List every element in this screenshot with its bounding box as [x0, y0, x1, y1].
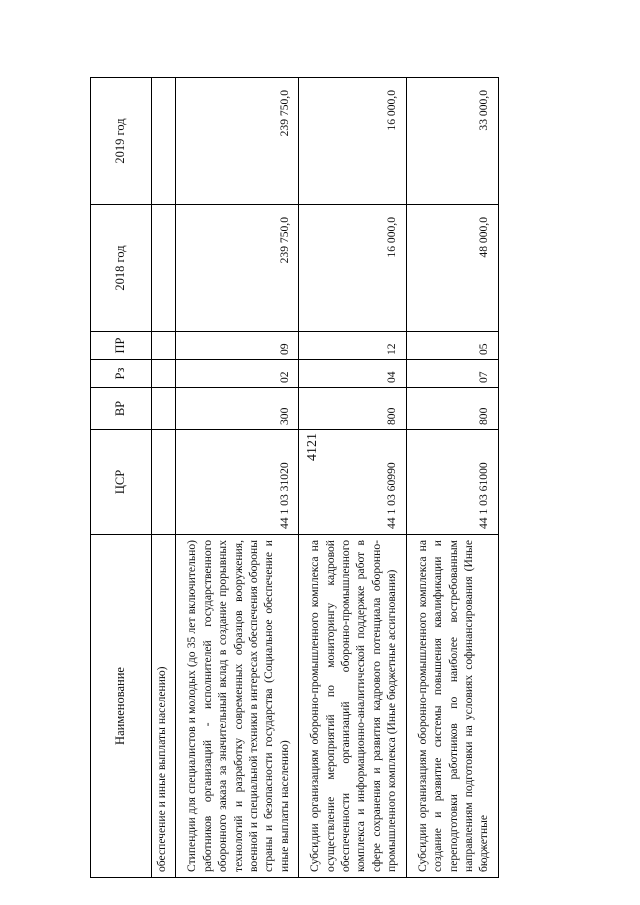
- table-row: [176, 78, 299, 878]
- row-vr: [152, 388, 176, 430]
- page-number-text: 4121: [305, 433, 320, 461]
- header-vr: ВР: [91, 388, 152, 430]
- table-row: [406, 78, 498, 878]
- header-rz: Рз: [91, 360, 152, 388]
- row-name: обеспечение и иные выплаты населению): [152, 535, 176, 878]
- header-2018: 2018 год: [91, 205, 152, 332]
- row-2018: 48 000,0: [406, 205, 498, 332]
- row-2019: [152, 78, 176, 205]
- row-pr: [152, 332, 176, 360]
- row-2019: 33 000,0: [406, 78, 498, 205]
- row-rz: 07: [406, 360, 498, 388]
- table-row: [152, 78, 176, 878]
- row-pr: 12: [299, 332, 406, 360]
- row-csr: [152, 430, 176, 535]
- row-name: Субсидии организациям оборонно-промышленного комплекса на создание и развитие системы повышения квалификации и переподготовки работников по наиболее востребованным направлениям подготовки на условиях софинансирования (Иные бюджетные: [406, 535, 498, 878]
- budget-table-page: [90, 78, 590, 878]
- table-row: [299, 78, 406, 878]
- header-2019: 2019 год: [91, 78, 152, 205]
- row-2019: 16 000,0: [299, 78, 406, 205]
- header-pr: ПР: [91, 332, 152, 360]
- header-name: Наименование: [91, 535, 152, 878]
- row-csr: 44 1 03 31020: [176, 430, 299, 535]
- row-rz: 04: [299, 360, 406, 388]
- row-name: Субсидии организациям оборонно-промышленного комплекса на осуществление мероприятий по мониторингу кадровой обеспеченности организаций оборонно-промышленного комплекса и информационно-аналитической поддержке работ в сфере сохранения и развития кадрового потенциала оборонно-промышленного комплекса (Иные бюджетные ассигнования): [299, 535, 406, 878]
- header-csr: ЦСР: [91, 430, 152, 535]
- row-2018: 239 750,0: [176, 205, 299, 332]
- row-rz: [152, 360, 176, 388]
- row-csr: 44 1 03 61000: [406, 430, 498, 535]
- budget-table: [90, 77, 499, 878]
- row-csr: 44 1 03 60990: [299, 430, 406, 535]
- row-pr: 09: [176, 332, 299, 360]
- row-2019: 239 750,0: [176, 78, 299, 205]
- row-vr: 800: [406, 388, 498, 430]
- row-name: Стипендии для специалистов и молодых (до 35 лет включительно) работников организаций - исполнителей государственного оборонного заказа за значительный вклад в создание прорывных технологий и разработку современных образцов вооружения, военной и специальной техники в интересах обеспечения обороны страны и безопасности государства (Социальное обеспечение и иные выплаты населению): [176, 535, 299, 878]
- row-vr: 800: [299, 388, 406, 430]
- row-2018: [152, 205, 176, 332]
- row-2018: 16 000,0: [299, 205, 406, 332]
- header-row: [91, 78, 152, 878]
- row-vr: 300: [176, 388, 299, 430]
- row-pr: 05: [406, 332, 498, 360]
- row-rz: 02: [176, 360, 299, 388]
